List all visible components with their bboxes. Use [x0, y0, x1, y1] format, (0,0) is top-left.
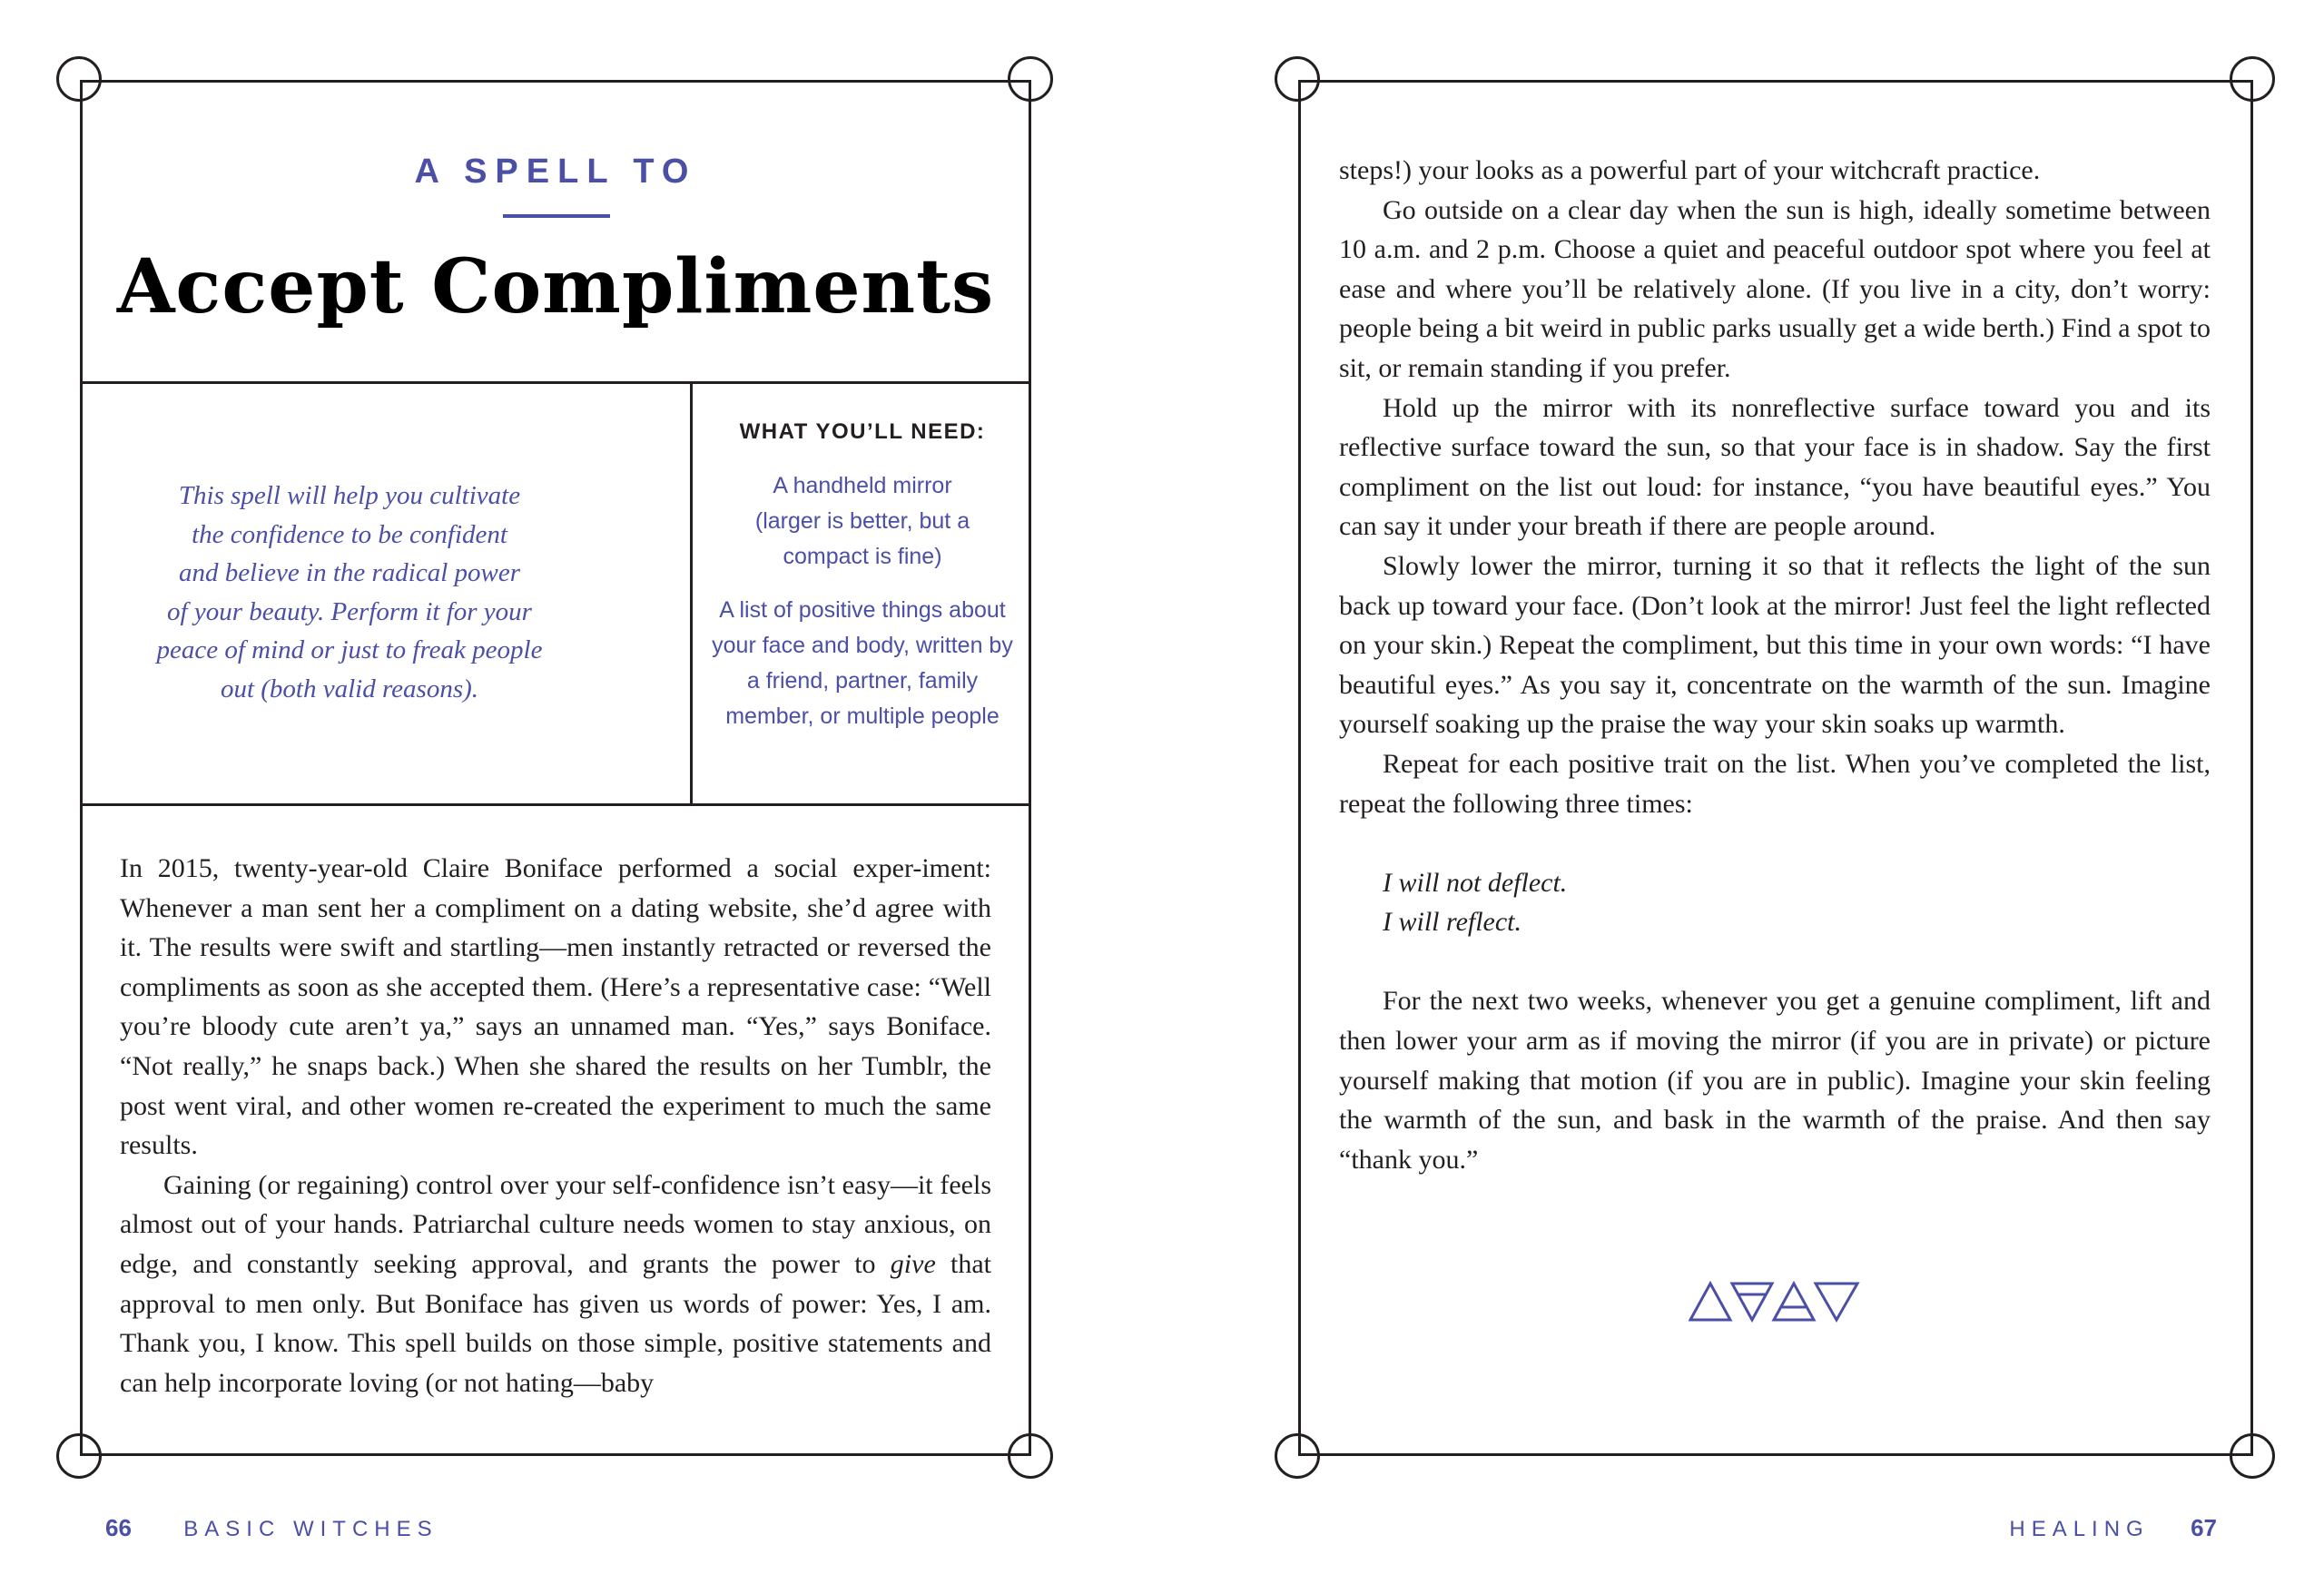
header-divider	[80, 381, 1031, 384]
chant	[1383, 863, 2211, 942]
body-paragraph: In 2015, twenty-year-old Claire Boniface performed a social exper-iment: Whenever a man sent her a compliment on a dating website, she’d agree with it. The results were swift and startling—men instantly retracted or reversed the compliments as soon as she accepted them. (Here’s a representative case: “Well you’re bloody cute aren’t ya,” says an unnamed man. “Yes,” says Boniface. “Not really,” he snaps back.) When she shared the results on her Tumblr, the post went viral, and other women re-created the experiment to much the same results.	[120, 853, 991, 1161]
running-head: BASIC WITCHES	[183, 1517, 438, 1541]
kicker-divider	[503, 214, 610, 218]
needs-heading: WHAT YOU’LL NEED:	[739, 419, 986, 444]
spell-kicker: A SPELL TO	[414, 152, 697, 191]
body-paragraph: Gaining (or regaining) control over your self-confidence isn’t easy—it feels almost out of your hands. Patriarchal culture needs women to stay anxious, on edge, and constantly seeking approval, and grants the power to give that approval to men only. But Boniface has given us words of power: Yes, I am. Thank you, I know. This spell builds on those simple, positive statements and can help incorporate loving (or not hating—baby	[120, 1169, 991, 1398]
left-body-text	[120, 849, 991, 1402]
corner-circle-icon	[1008, 1433, 1053, 1479]
left-footer	[105, 1514, 438, 1542]
page-title: Accept Compliments	[116, 243, 995, 330]
chant-line: I will reflect.	[1383, 907, 1522, 938]
body-paragraph: steps!) your looks as a powerful part of your witchcraft practice.	[1339, 155, 2041, 185]
corner-circle-icon	[56, 1433, 102, 1479]
intro-divider	[80, 803, 1031, 806]
body-paragraph: Hold up the mirror with its nonreflective surface toward you and its reflective surface toward the sun, so that your face is in shadow. Say the first compliment on the list out loud: for instance, “you have beautiful eyes.” You can say it under your breath if there are people around.	[1339, 392, 2211, 542]
needs-item: A handheld mirror (larger is better, but a compact is fine)	[754, 473, 970, 569]
corner-circle-icon	[1275, 1433, 1320, 1479]
intro-line: and believe in the radical power	[178, 558, 521, 587]
intro-line: of your beauty. Perform it for your	[167, 596, 532, 626]
body-paragraph: Slowly lower the mirror, turning it so that it reflects the light of the sun back up toward your face. (Don’t look at the mirror! Just feel the light reflected on your skin.) Repeat the compliment, but this time in your own words: “I have beautiful eyes.” As you say it, concentrate on the warmth of the sun. Imagine yourself soaking up the praise the way your skin soaks up warmth.	[1339, 550, 2211, 740]
page-number: 67	[2191, 1514, 2217, 1541]
intro-line: This spell will help you cultivate	[178, 481, 521, 510]
body-paragraph: For the next two weeks, whenever you get a genuine compliment, lift and then lower your arm as if moving the mirror (if you are in private) or picture yourself making that motion (if you are in public). Imagine your skin feeling the warmth of the sun, and bask in the warmth of the praise. And then say “thank you.”	[1339, 986, 2211, 1175]
corner-circle-icon	[2230, 1433, 2275, 1479]
running-head: HEALING	[2009, 1517, 2150, 1541]
intro-line: out (both valid reasons).	[220, 674, 479, 703]
page-number: 66	[105, 1514, 132, 1541]
spell-header	[80, 80, 1031, 382]
corner-circle-icon	[1275, 56, 1320, 102]
right-footer	[2009, 1514, 2217, 1542]
intro-line: peace of mind or just to freak people	[156, 635, 543, 664]
corner-circle-icon	[2230, 56, 2275, 102]
intro-line: the confidence to be confident	[192, 519, 507, 549]
body-paragraph: Repeat for each positive trait on the list. When you’ve completed the list, repeat the following three times:	[1339, 748, 2211, 819]
right-body-text	[1339, 151, 2211, 1179]
four-elements-triangles-icon	[1689, 1280, 1861, 1323]
needs-item: A list of positive things about your face and body, written by a friend, partner, family member, or multiple people	[712, 597, 1013, 729]
chant-line: I will not deflect.	[1383, 867, 1568, 898]
spell-intro	[145, 477, 554, 708]
body-paragraph: Go outside on a clear day when the sun is high, ideally sometime between 10 a.m. and 2 p.m. Choose a quiet and peaceful outdoor spot where you feel at ease and where you’ll be relatively alone. (If you live in a city, don’t worry: people being a bit weird in public parks usually get a wide berth.) Find a spot to sit, or remain standing if you prefer.	[1339, 194, 2211, 383]
